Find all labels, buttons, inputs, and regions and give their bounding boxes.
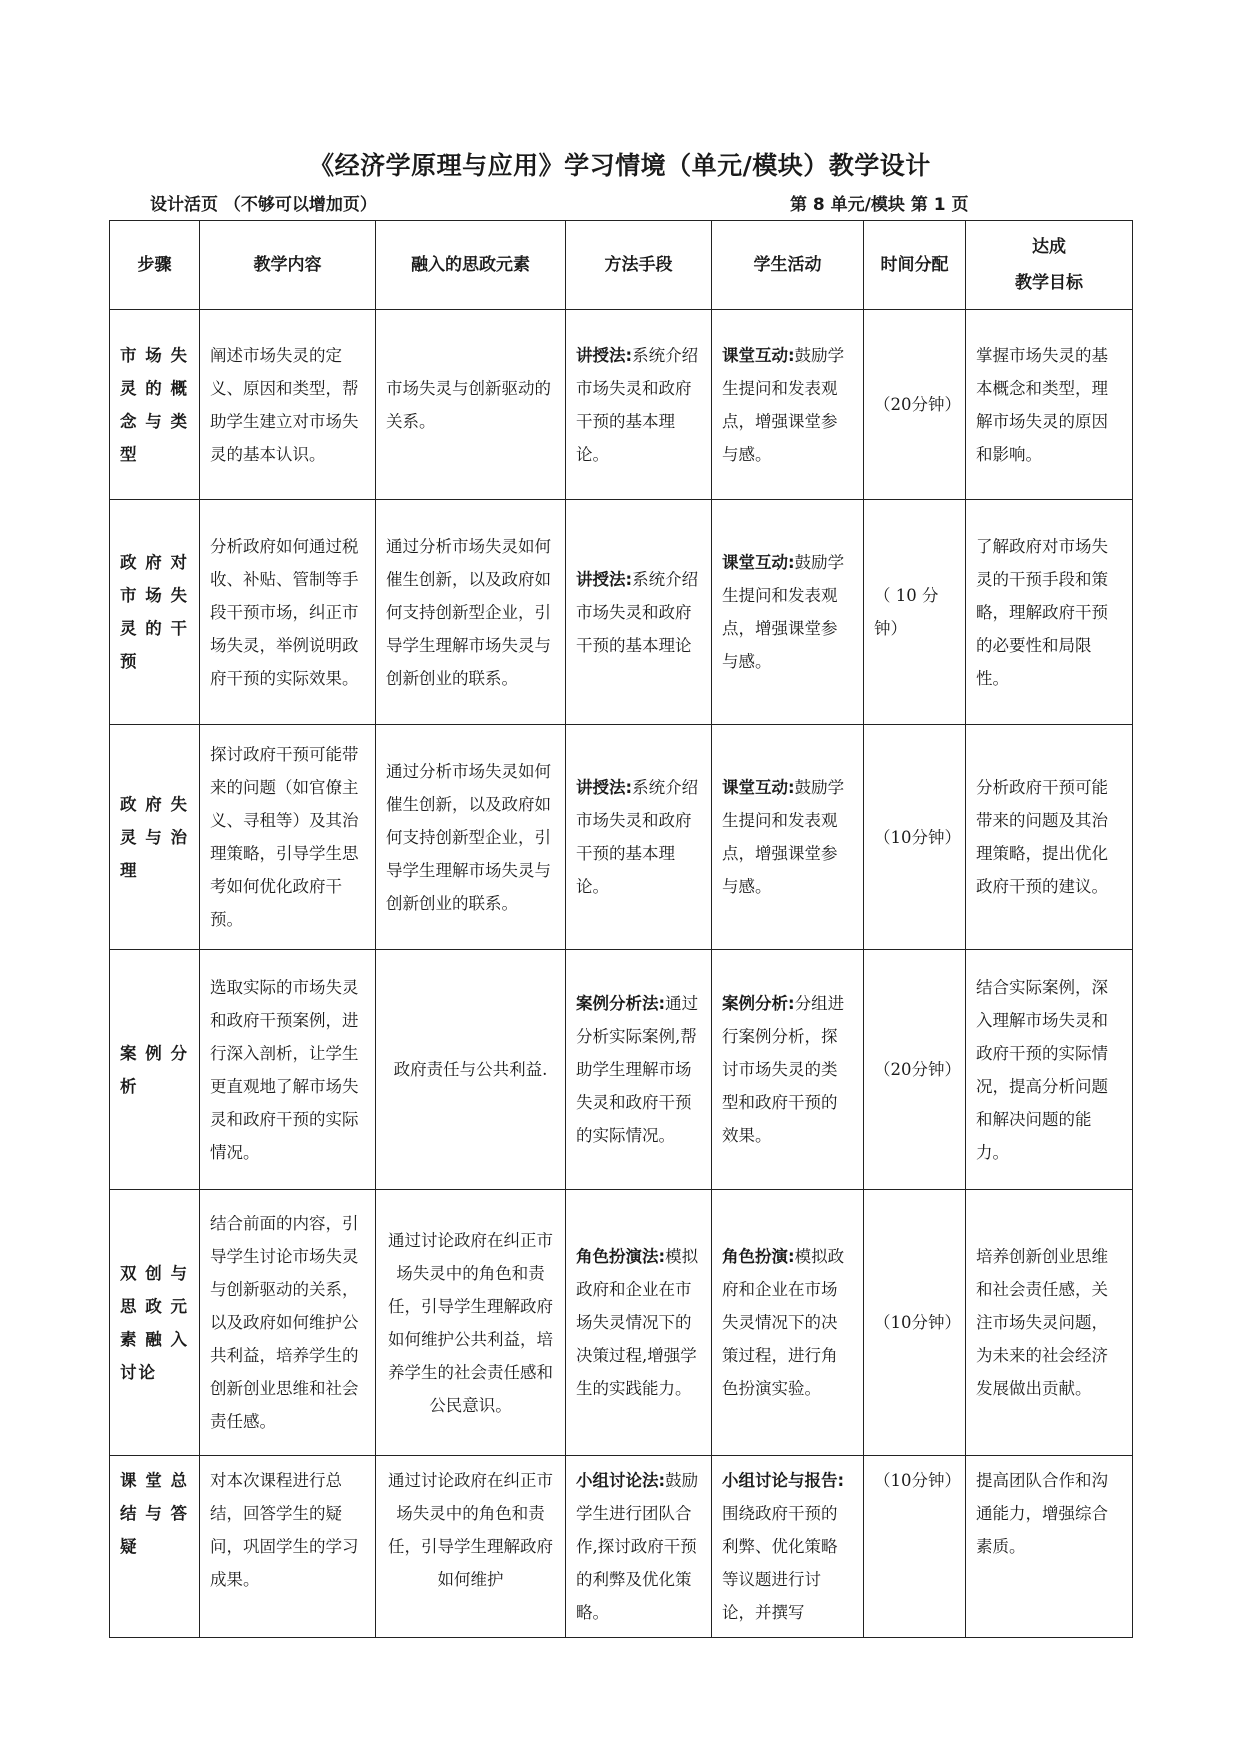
method-label: 角色扮演法: [576, 1247, 666, 1266]
activity-text: 分组进行案例分析，探讨市场失灵的类型和政府干预的效果。 [722, 994, 845, 1145]
activity-text: 模拟政府和企业在市场失灵情况下的决策过程，进行角色扮演实验。 [722, 1247, 845, 1398]
row-time: （10分钟） [864, 1190, 966, 1456]
header-goal [966, 221, 1133, 310]
activity-label: 课堂互动: [722, 778, 795, 797]
activity-label: 角色扮演: [722, 1247, 795, 1266]
row-goal: 结合实际案例，深入理解市场失灵和政府干预的实际情况，提高分析问题和解决问题的能力。 [966, 950, 1133, 1190]
header-content: 教学内容 [200, 221, 376, 310]
row-time: （20分钟） [864, 310, 966, 500]
header-ideology: 融入的思政元素 [376, 221, 566, 310]
row-step: 双创与思政元素融入讨论 [110, 1190, 200, 1456]
row-time: （ 10 分钟） [864, 500, 966, 725]
method-text: 系统介绍市场失灵和政府干预的基本理论。 [576, 778, 699, 896]
row-activity [712, 1190, 864, 1456]
row-step: 市场失灵的概念与类型 [110, 310, 200, 500]
header-goal-line1: 达成 [1032, 237, 1066, 257]
table-row [110, 1456, 1133, 1638]
page-unit-indicator: 第 8 单元/模块 第 1 页 [790, 195, 969, 215]
row-content: 结合前面的内容，引导学生讨论市场失灵与创新驱动的关系，以及政府如何维护公共利益，培养学生的创新创业思维和社会责任感。 [200, 1190, 376, 1456]
header-method: 方法手段 [566, 221, 712, 310]
teaching-design-table [109, 220, 1133, 1638]
row-goal: 培养创新创业思维和社会责任感，关注市场失灵问题，为未来的社会经济发展做出贡献。 [966, 1190, 1133, 1456]
table-row [110, 310, 1133, 500]
activity-text: 围绕政府干预的利弊、优化策略等议题进行讨论，并撰写 [722, 1504, 838, 1622]
table-header-row [110, 221, 1133, 310]
row-ideology: 政府责任与公共利益. [376, 950, 566, 1190]
row-content: 选取实际的市场失灵和政府干预案例，进行深入剖析，让学生更直观地了解市场失灵和政府干预的实际情况。 [200, 950, 376, 1190]
activity-text: 鼓励学生提问和发表观点，增强课堂参与感。 [722, 778, 845, 896]
row-step: 课堂总结与答疑 [110, 1456, 200, 1638]
header-goal-line2: 教学目标 [1015, 273, 1083, 293]
row-ideology: 市场失灵与创新驱动的关系。 [376, 310, 566, 500]
row-time: （10分钟） [864, 1456, 966, 1638]
row-activity [712, 725, 864, 950]
row-time: （20分钟） [864, 950, 966, 1190]
row-time: （10分钟） [864, 725, 966, 950]
row-content: 对本次课程进行总结，回答学生的疑问，巩固学生的学习成果。 [200, 1456, 376, 1638]
row-activity [712, 500, 864, 725]
row-method [566, 1456, 712, 1638]
row-ideology: 通过分析市场失灵如何催生创新，以及政府如何支持创新型企业，引导学生理解市场失灵与创新创业的联系。 [376, 500, 566, 725]
method-text: 鼓励学生进行团队合作,探讨政府干预的利弊及优化策略。 [576, 1471, 699, 1622]
row-content: 分析政府如何通过税收、补贴、管制等手段干预市场，纠正市场失灵，举例说明政府干预的实际效果。 [200, 500, 376, 725]
activity-text: 鼓励学生提问和发表观点，增强课堂参与感。 [722, 553, 845, 671]
method-label: 讲授法: [576, 345, 633, 365]
header-activity: 学生活动 [712, 221, 864, 310]
page-subtitle-note: 设计活页 （不够可以增加页） [150, 195, 377, 215]
row-step: 案例分析 [110, 950, 200, 1190]
row-step: 政府对市场失灵的干预 [110, 500, 200, 725]
table-row [110, 1190, 1133, 1456]
row-goal: 分析政府干预可能带来的问题及其治理策略，提出优化政府干预的建议。 [966, 725, 1133, 950]
row-goal: 提高团队合作和沟通能力，增强综合素质。 [966, 1456, 1133, 1638]
row-method [566, 500, 712, 725]
method-text: 模拟政府和企业在市场失灵情况下的决策过程,增强学生的实践能力。 [576, 1247, 699, 1398]
activity-label: 课堂互动: [722, 553, 795, 572]
row-method [566, 725, 712, 950]
method-text: 系统介绍市场失灵和政府干预的基本理论。 [576, 345, 699, 464]
row-activity [712, 1456, 864, 1638]
method-label: 案例分析法: [576, 994, 666, 1013]
row-content: 阐述市场失灵的定义、原因和类型，帮助学生建立对市场失灵的基本认识。 [200, 310, 376, 500]
row-goal: 了解政府对市场失灵的干预手段和策略，理解政府干预的必要性和局限性。 [966, 500, 1133, 725]
row-activity [712, 310, 864, 500]
row-ideology: 通过讨论政府在纠正市场失灵中的角色和责任，引导学生理解政府如何维护 [376, 1456, 566, 1638]
method-label: 讲授法: [576, 569, 633, 589]
row-ideology: 通过分析市场失灵如何催生创新，以及政府如何支持创新型企业，引导学生理解市场失灵与创新创业的联系。 [376, 725, 566, 950]
activity-text: 鼓励学生提问和发表观点，增强课堂参与感。 [722, 345, 845, 464]
activity-label: 课堂互动: [722, 345, 795, 365]
activity-label: 案例分析: [722, 994, 795, 1013]
row-goal: 掌握市场失灵的基本概念和类型，理解市场失灵的原因和影响。 [966, 310, 1133, 500]
row-method [566, 950, 712, 1190]
table-row [110, 725, 1133, 950]
header-time: 时间分配 [864, 221, 966, 310]
table-row [110, 950, 1133, 1190]
row-step: 政府失灵与治理 [110, 725, 200, 950]
table-row [110, 500, 1133, 725]
header-step: 步骤 [110, 221, 200, 310]
method-text: 通过分析实际案例,帮助学生理解市场失灵和政府干预的实际情况。 [576, 994, 699, 1145]
row-content: 探讨政府干预可能带来的问题（如官僚主义、寻租等）及其治理策略，引导学生思考如何优化政府干预。 [200, 725, 376, 950]
row-method [566, 310, 712, 500]
row-method [566, 1190, 712, 1456]
activity-label: 小组讨论与报告: [722, 1471, 845, 1490]
method-label: 讲授法: [576, 778, 633, 797]
row-activity [712, 950, 864, 1190]
page-title: 《经济学原理与应用》学习情境（单元/模块）教学设计 [309, 151, 931, 180]
method-label: 小组讨论法: [576, 1471, 666, 1490]
method-text: 系统介绍市场失灵和政府干预的基本理论 [576, 569, 699, 655]
row-ideology: 通过讨论政府在纠正市场失灵中的角色和责任，引导学生理解政府如何维护公共利益，培养学生的社会责任感和公民意识。 [376, 1190, 566, 1456]
